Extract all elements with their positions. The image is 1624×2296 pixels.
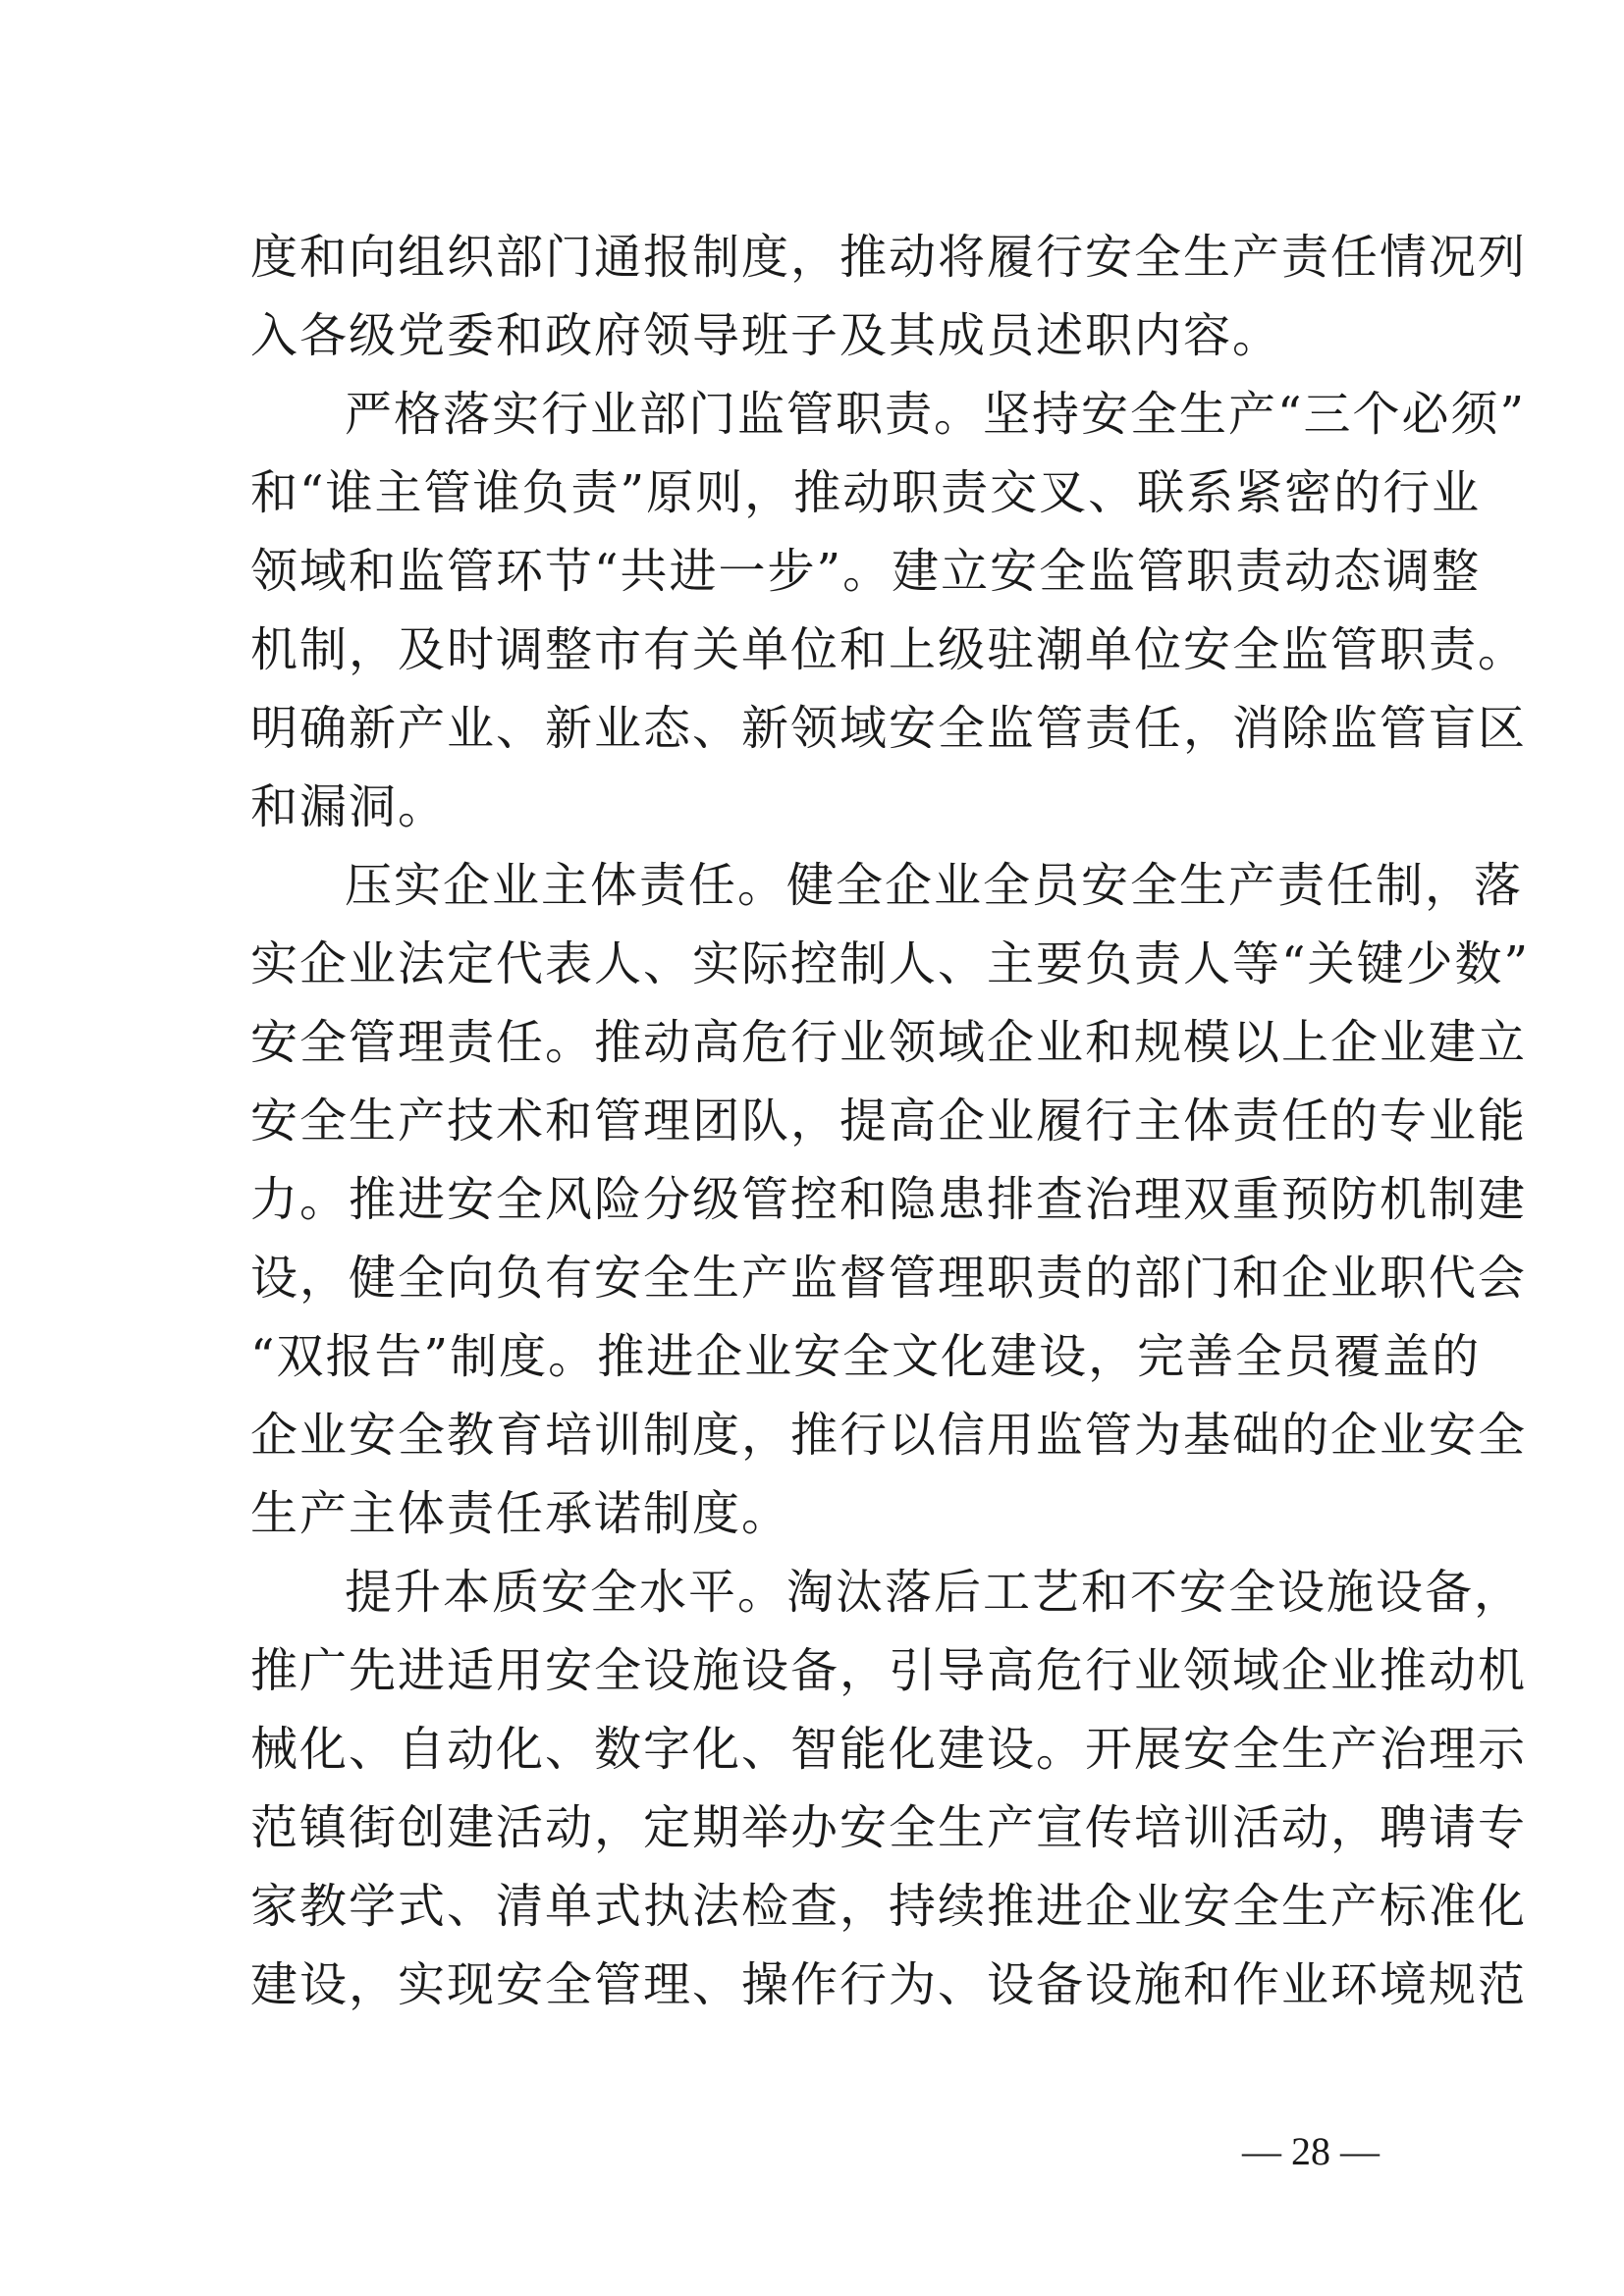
text-line: 安全管理责任。推动高危行业领域企业和规模以上企业建立 <box>250 1015 1528 1070</box>
page-number: — 28 — <box>1242 2129 1380 2173</box>
text-line: 和“谁主管谁负责”原则，推动职责交叉、联系紧密的行业 <box>250 465 1482 520</box>
text-line: 度和向组织部门通报制度，推动将履行安全生产责任情况列 <box>250 230 1528 285</box>
text-line: 力。推进安全风险分级管控和隐患排查治理双重预防机制建 <box>250 1172 1528 1227</box>
text-line: 设，健全向负有安全生产监督管理职责的部门和企业职代会 <box>250 1251 1528 1306</box>
text-line: 领域和监管环节“共进一步”。建立安全监管职责动态调整 <box>250 544 1482 599</box>
document-body <box>250 218 1531 2024</box>
text-line: 生产主体责任承诺制度。 <box>250 1486 791 1541</box>
text-line: 安全生产技术和管理团队，提高企业履行主体责任的专业能 <box>250 1094 1528 1148</box>
paragraph <box>250 375 1528 846</box>
text-line: 范镇街创建活动，定期举办安全生产宣传培训活动，聘请专 <box>250 1800 1528 1855</box>
text-line: 实企业法定代表人、实际控制人、主要负责人等“关键少数” <box>250 936 1531 991</box>
text-line: 企业安全教育培训制度，推行以信用监管为基础的企业安全 <box>250 1408 1528 1463</box>
text-line: 建设，实现安全管理、操作行为、设备设施和作业环境规范 <box>250 1957 1528 2012</box>
text-line: 入各级党委和政府领导班子及其成员述职内容。 <box>250 308 1282 363</box>
text-line: 械化、自动化、数字化、智能化建设。开展安全生产治理示 <box>250 1722 1528 1777</box>
paragraph <box>250 1553 1528 2024</box>
text-line: 机制，及时调整市有关单位和上级驻潮单位安全监管职责。 <box>250 622 1528 677</box>
text-line: 严格落实行业部门监管职责。坚持安全生产“三个必须” <box>345 387 1527 442</box>
text-line: 明确新产业、新业态、新领域安全监管责任，消除监管盲区 <box>250 701 1528 756</box>
text-line: 家教学式、清单式执法检查，持续推进企业安全生产标准化 <box>250 1879 1528 1934</box>
text-line: “双报告”制度。推进企业安全文化建设，完善全员覆盖的 <box>250 1329 1482 1384</box>
text-line: 和漏洞。 <box>250 779 448 834</box>
text-line: 提升本质安全水平。淘汰落后工艺和不安全设施设备， <box>345 1565 1524 1620</box>
paragraph <box>250 218 1528 375</box>
text-line: 推广先进适用安全设施设备，引导高危行业领域企业推动机 <box>250 1643 1528 1698</box>
text-line: 压实企业主体责任。健全企业全员安全生产责任制，落 <box>345 858 1524 913</box>
paragraph <box>250 846 1531 1553</box>
